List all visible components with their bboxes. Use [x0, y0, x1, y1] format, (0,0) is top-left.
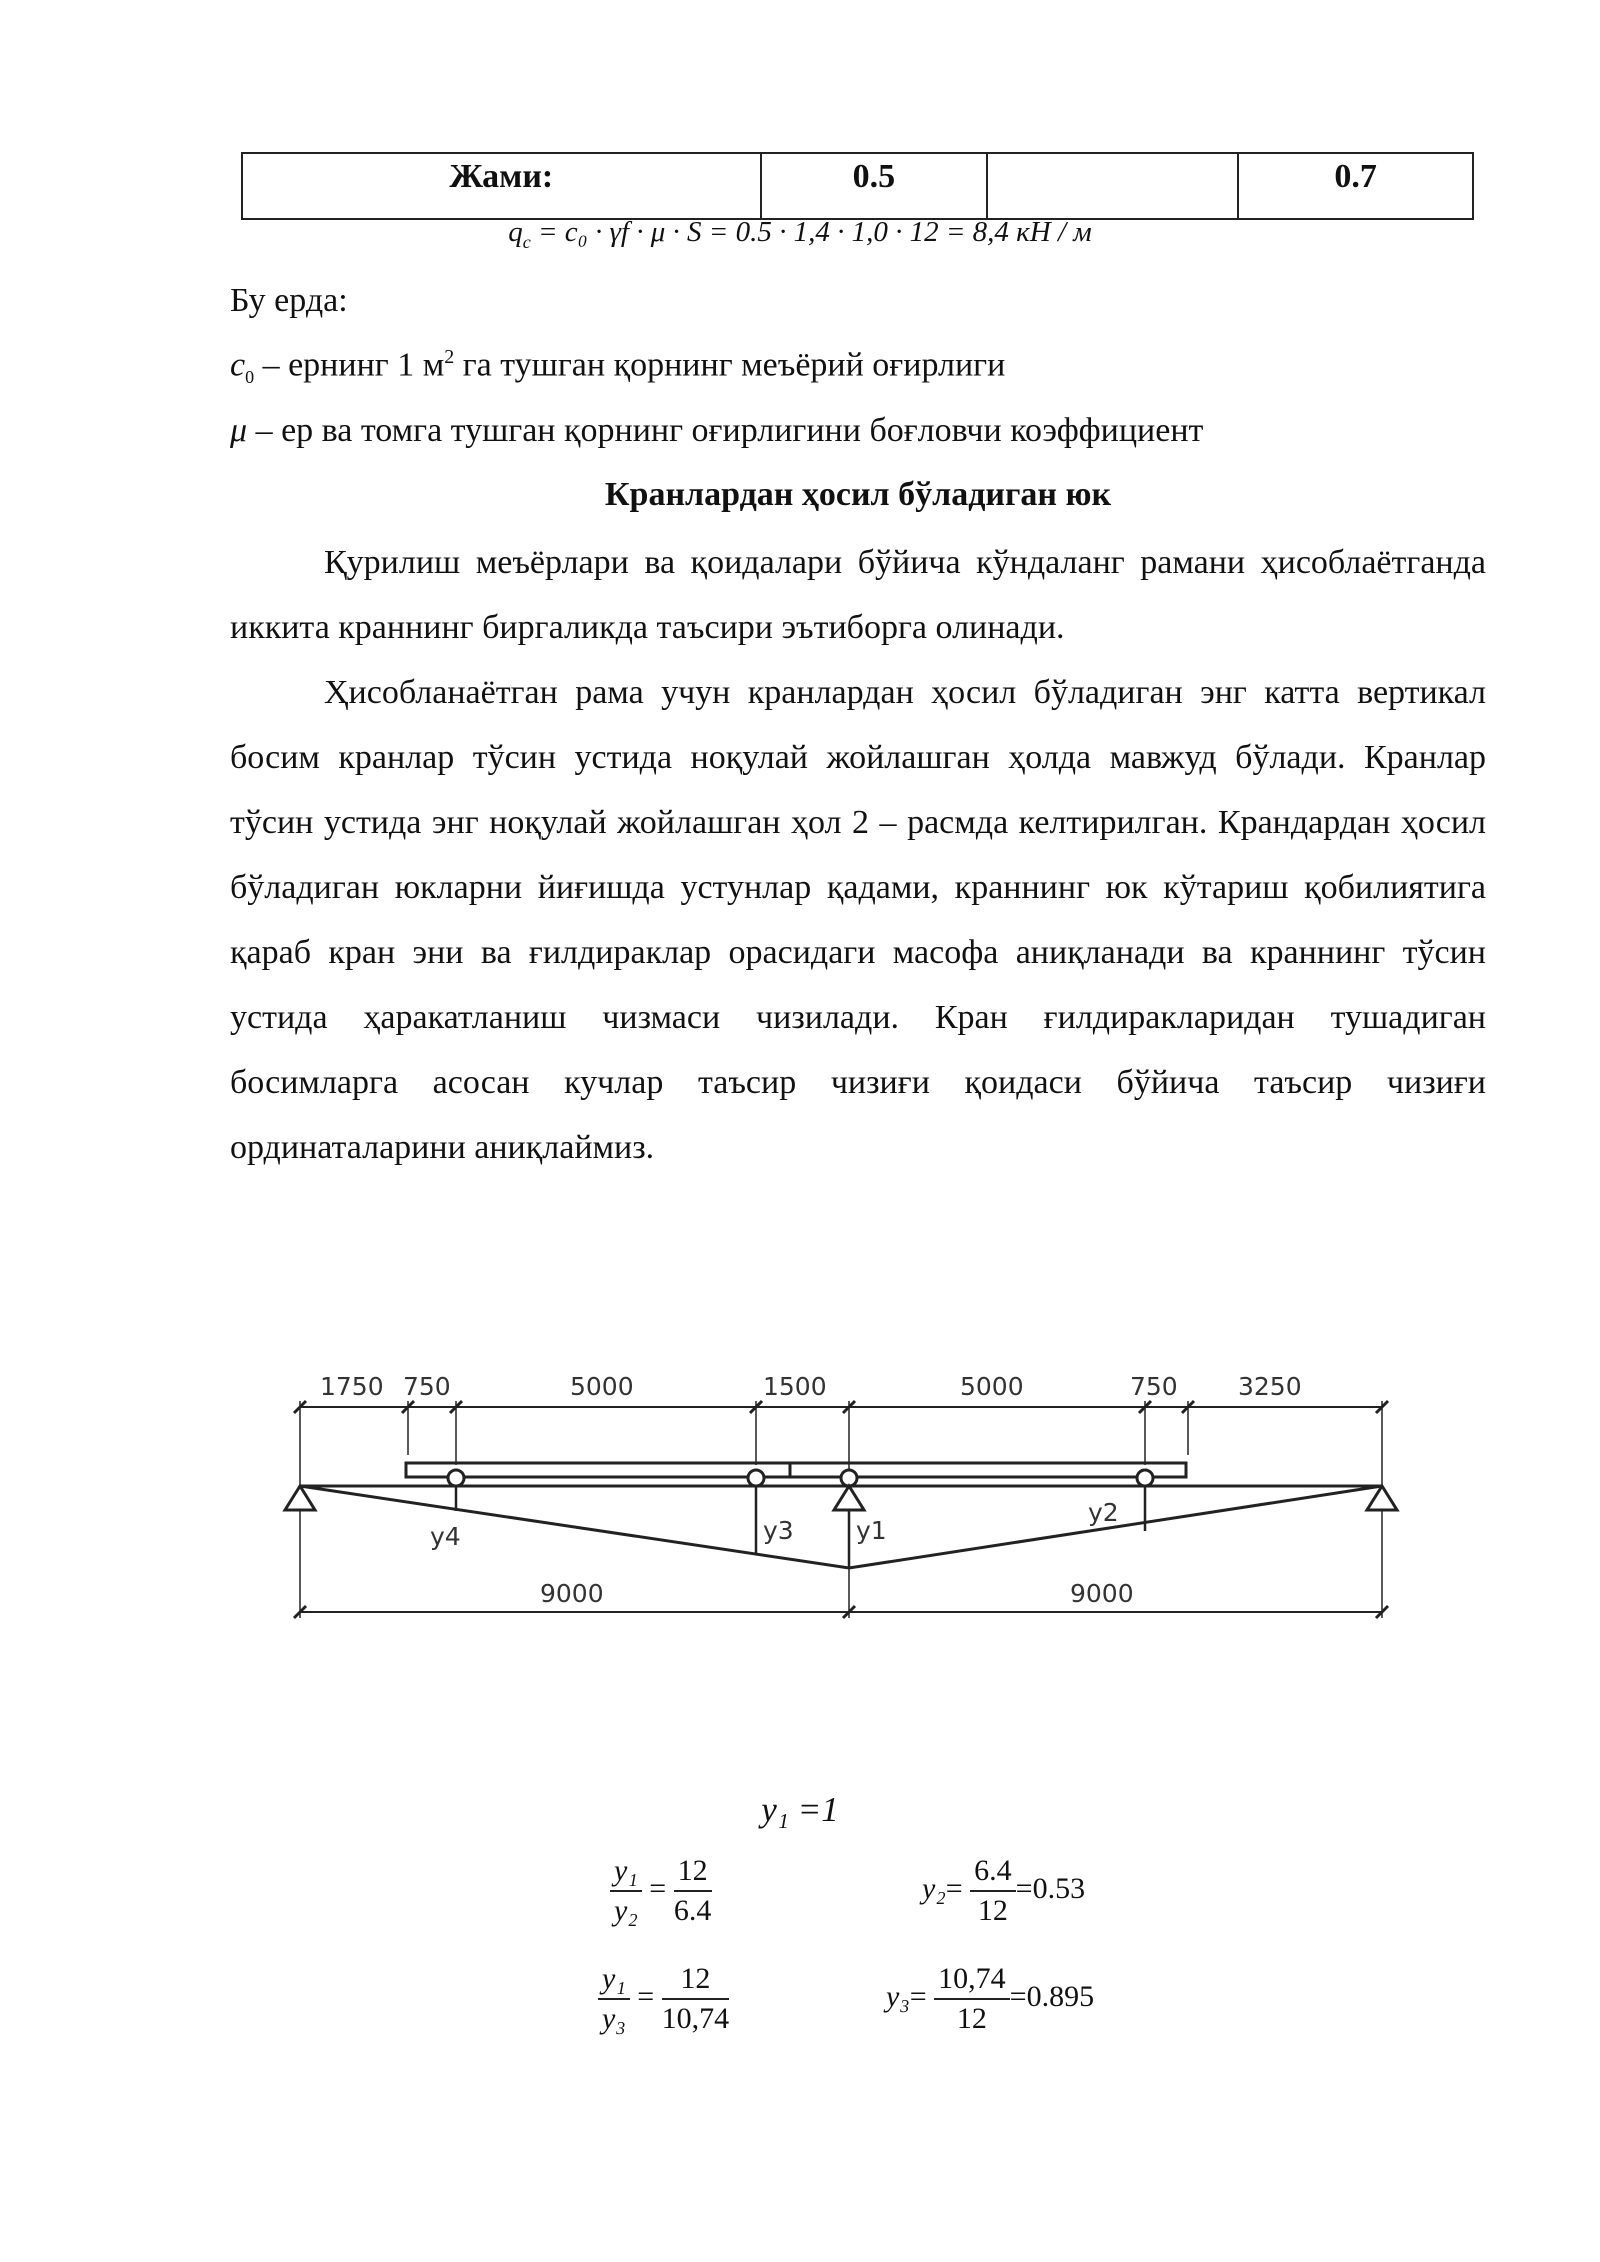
- mu-definition: [230, 412, 1203, 450]
- eq2-num: 6.4: [970, 1852, 1016, 1892]
- c0-symbol: c: [230, 346, 246, 384]
- dim-9000-right: 9000: [1070, 1579, 1134, 1608]
- eq2-lhs: y₂: [922, 1871, 946, 1905]
- bottom-dimension-labels: [540, 1579, 1134, 1608]
- y1-equation: y₁ =1: [761, 1790, 839, 1829]
- snow-load-formula: [0, 216, 1600, 253]
- eq2-den: 12: [977, 1894, 1008, 1927]
- eq3-den: y₃: [602, 2002, 626, 2035]
- c0-sup: 2: [444, 346, 455, 368]
- paragraph-2: Ҳисобланаётган рама учун кранлардан ҳосил бўладиган энг катта вертикал босим кранлар тўсин устида ноқулай жойлашган ҳолда мавжуд бўлади. Кранлар тўсин устида энг ноқулай жойлашган ҳол 2 – расмда келтирилган. Крандардан ҳосил бўладиган юкларни йиғишда устунлар қадами, краннинг юк кўтариш қобилиятига қараб кран эни ва ғилдираклар орасидаги масофа аниқланади ва краннинг тўсин устида ҳаракатланиш чизмаси чизилади. Кран ғилдиракларидан тушадиган босимларга асосан кучлар таъсир чизиғи қоидаси бўйича таъсир чизиғи ординаталарини аниқлаймиз.: [230, 674, 1486, 1166]
- c0-definition: [230, 346, 1005, 388]
- crane-influence-line-diagram: [270, 1355, 1410, 1655]
- dim-750-right: 750: [1130, 1372, 1178, 1401]
- label-y1: y1: [856, 1516, 887, 1545]
- paragraph-1: Қурилиш меъёрлари ва қоидалари бўйича кўндаланг рамани ҳисоблаётганда иккита краннинг биргаликда таъсири эътиборга олинади.: [230, 544, 1486, 646]
- where-intro: Бу ерда:: [230, 282, 348, 319]
- totals-table: [241, 152, 1474, 220]
- eq1-rnum: 12: [674, 1852, 712, 1892]
- total-label: Жами:: [242, 153, 761, 219]
- eq1-num: y₁: [610, 1852, 642, 1892]
- eq3-num: y₁: [598, 1960, 630, 2000]
- formula-lhs-sub: c: [522, 231, 531, 252]
- dim-1500: 1500: [763, 1372, 827, 1401]
- eq2-eq: =: [945, 1871, 963, 1905]
- total-value-1: 0.5: [761, 153, 987, 219]
- dim-5000-right: 5000: [960, 1372, 1024, 1401]
- eq1-eq: =: [649, 1871, 667, 1905]
- eq3-rnum: 12: [662, 1960, 730, 2000]
- section-heading: Кранлардан ҳосил бўладиган юк: [604, 476, 1112, 513]
- y2-equation: [922, 1852, 1085, 1930]
- body-text: [230, 530, 1486, 1180]
- bottom-extension-lines: [300, 1510, 1382, 1618]
- eq2-result: =0.53: [1015, 1871, 1086, 1905]
- dim-750-left: 750: [403, 1372, 451, 1401]
- eq4-den: 12: [956, 2002, 987, 2035]
- ordinates: [456, 1486, 1145, 1568]
- totals-row: [242, 153, 1473, 219]
- dim-3250: 3250: [1238, 1372, 1302, 1401]
- ratio-equation-3: [598, 1960, 729, 2038]
- top-dimension-labels: [320, 1372, 1302, 1401]
- label-y2: y2: [1088, 1498, 1119, 1527]
- c0-text-a: – ернинг 1 м: [254, 346, 445, 384]
- y3-equation: [886, 1960, 1094, 2038]
- total-value-2: [987, 153, 1238, 219]
- eq1-rden: 6.4: [673, 1894, 712, 1927]
- eq4-lhs: y₃: [886, 1979, 910, 2013]
- dim-5000-left: 5000: [570, 1372, 634, 1401]
- eq3-rden: 10,74: [661, 2002, 730, 2035]
- eq3-eq: =: [637, 1979, 655, 2013]
- c0-sub: 0: [245, 367, 255, 388]
- mu-text: – ер ва томга тушган қорнинг оғирлигини боғловчи коэффициент: [247, 412, 1204, 449]
- total-value-3: 0.7: [1238, 153, 1473, 219]
- eq4-num: 10,74: [934, 1960, 1010, 2000]
- formula-rhs: = c₀ · γf · μ · S = 0.5 · 1,4 · 1,0 · 12 = 8,4 кН / м: [537, 216, 1092, 248]
- formula-lhs: q: [508, 216, 523, 248]
- eq4-eq: =: [909, 1979, 927, 2013]
- dim-1750: 1750: [320, 1372, 384, 1401]
- mu-symbol: μ: [230, 412, 248, 449]
- label-y3: y3: [763, 1516, 794, 1545]
- dim-9000-left: 9000: [540, 1579, 604, 1608]
- ratio-equation-1: [610, 1852, 712, 1930]
- c0-text-b: га тушган қорнинг меъёрий оғирлиги: [454, 346, 1006, 384]
- eq4-result: =0.895: [1009, 1979, 1095, 2013]
- label-y4: y4: [430, 1522, 461, 1551]
- eq1-den: y₂: [614, 1894, 638, 1927]
- supports: [285, 1486, 1397, 1510]
